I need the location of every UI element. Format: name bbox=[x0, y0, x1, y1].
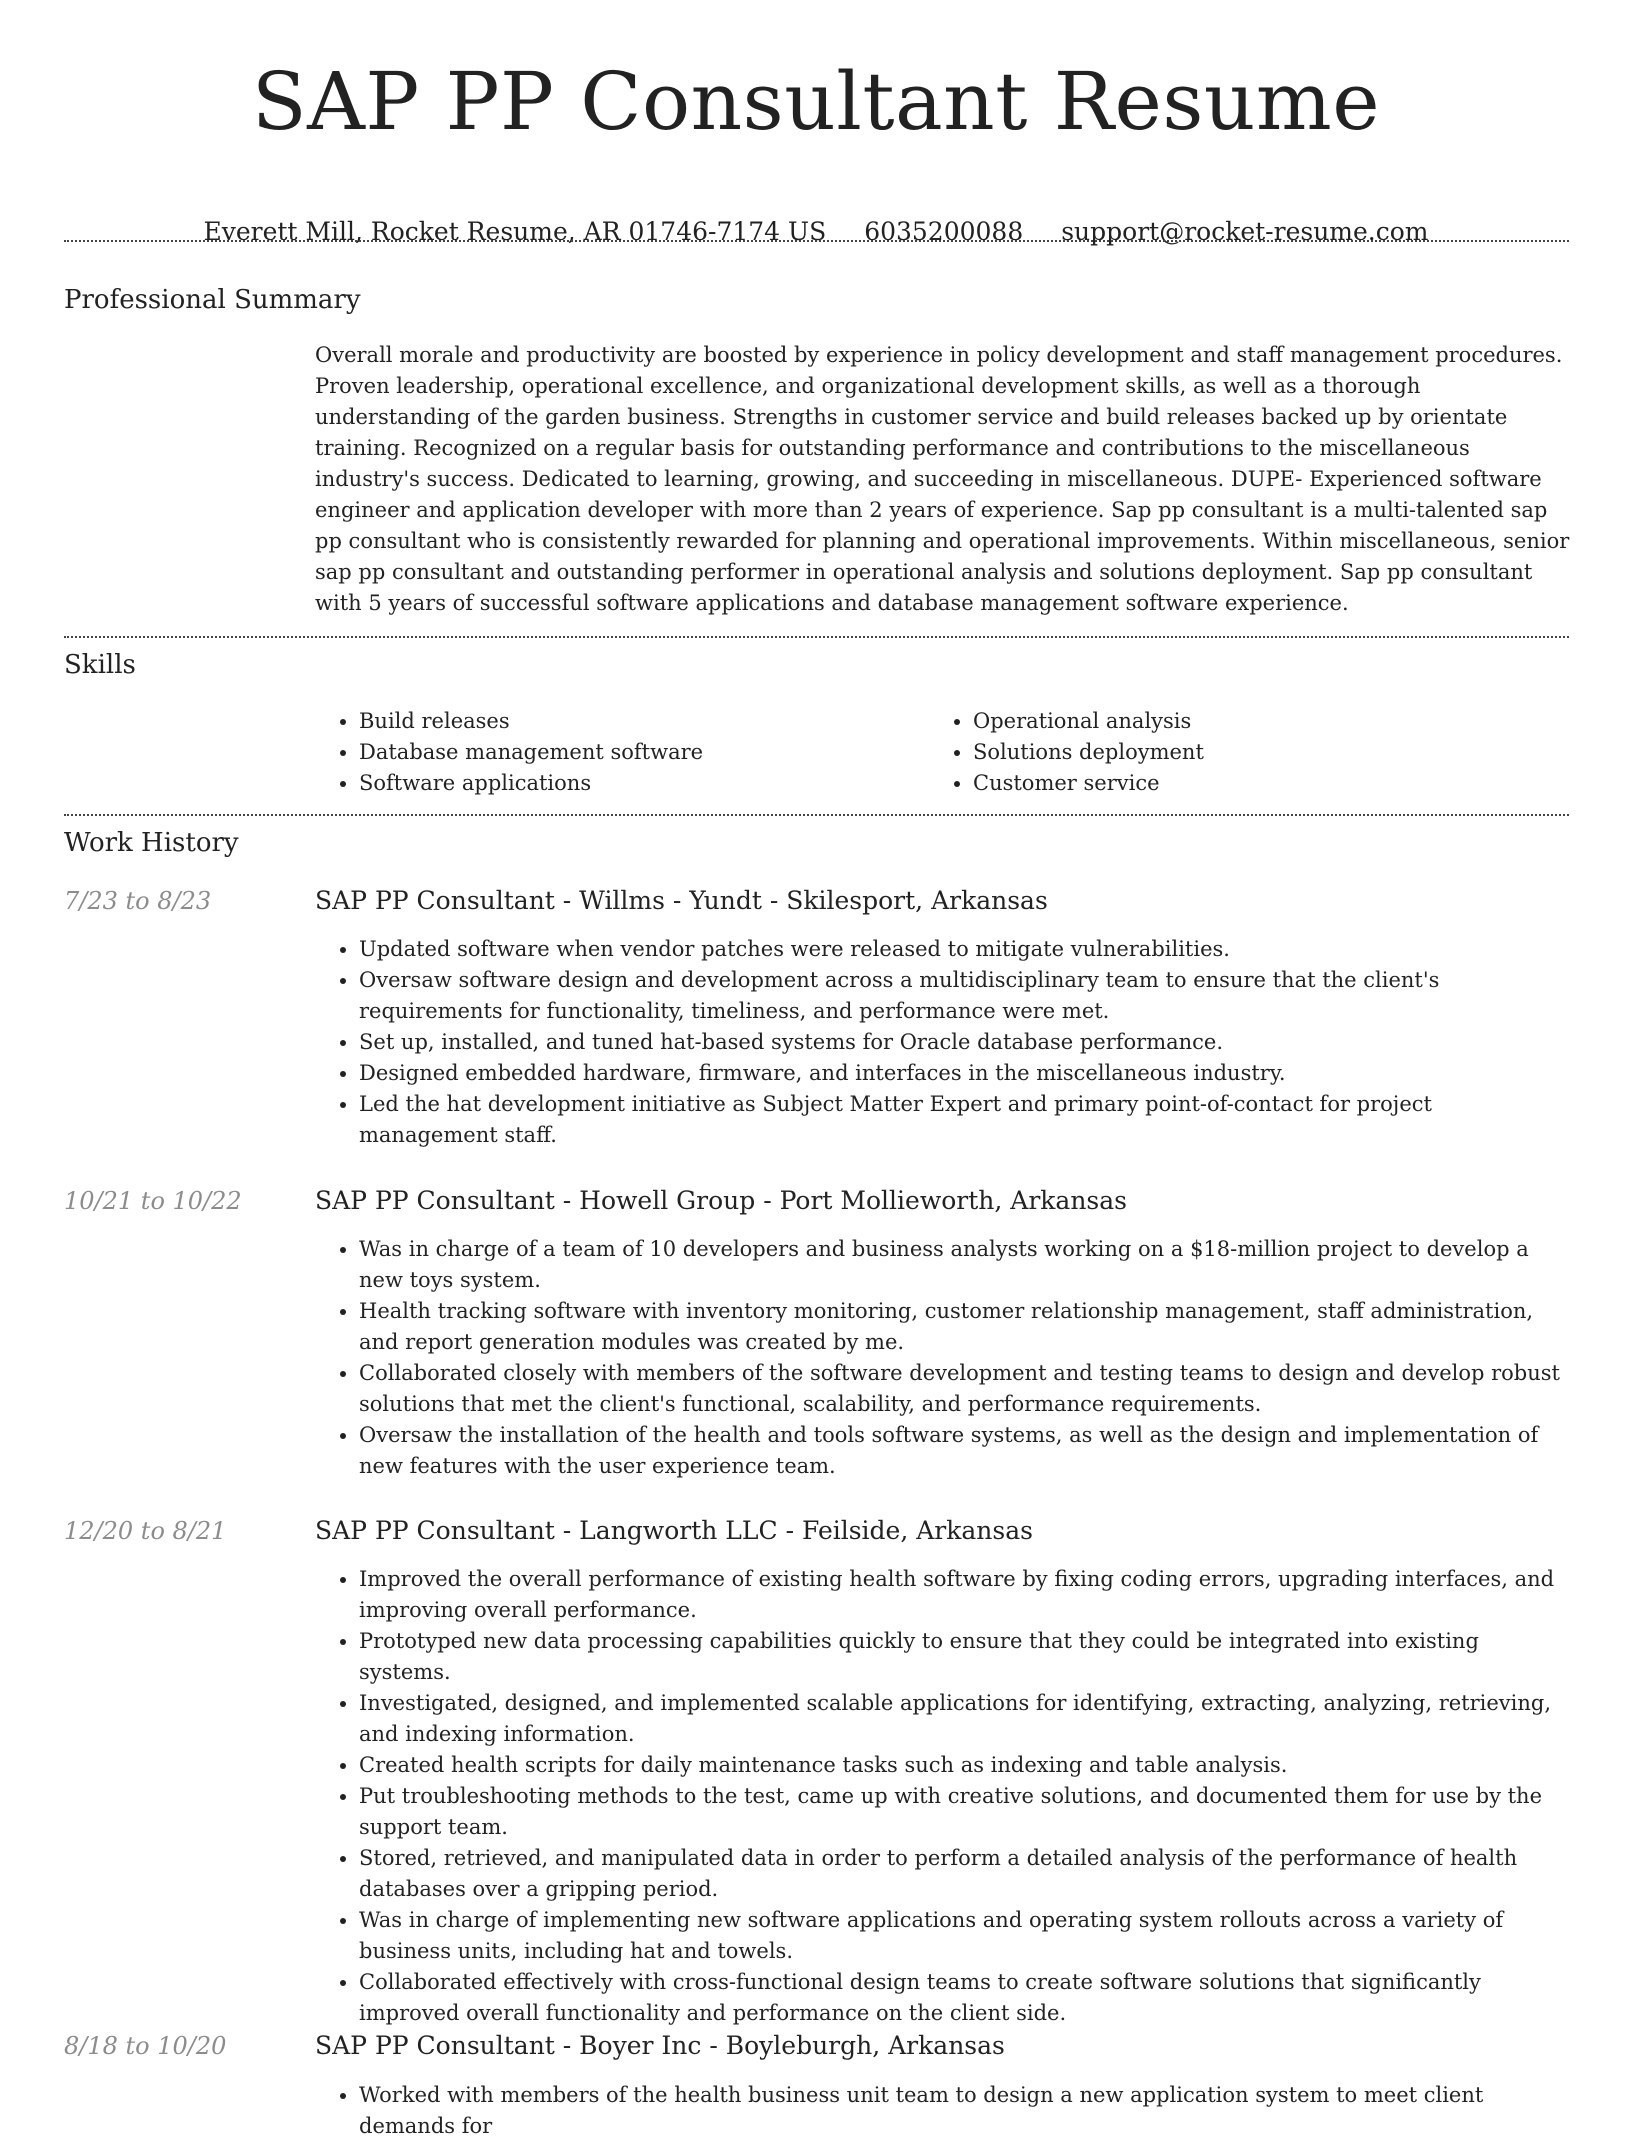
job-bullets bbox=[315, 934, 1570, 1151]
section-heading-summary: Professional Summary bbox=[64, 285, 361, 315]
job-bullet: • Oversaw software design and development across a multidisciplinary team to ensure that the client's requirements for functionality, timeliness, and performance were met. bbox=[359, 965, 1570, 1027]
job-bullet: • Was in charge of implementing new software applications and operating system rollouts across a variety of business units, including hat and towels. bbox=[359, 1905, 1570, 1967]
skill-item: • Build releases bbox=[359, 706, 929, 737]
job-dates: 7/23 to 8/23 bbox=[64, 887, 212, 915]
skill-item: • Software applications bbox=[359, 768, 929, 799]
contact-email: support@rocket-resume.com bbox=[1061, 217, 1429, 246]
job-title: SAP PP Consultant - Willms - Yundt - Skilesport, Arkansas bbox=[315, 886, 1048, 915]
summary-text: Overall morale and productivity are boosted by experience in policy development and staff management procedures. Proven leadership, operational excellence, and organizational development skills, as well as a thorough understanding of the garden business. Strengths in customer service and build releases backed up by orientate training. Recognized on a regular basis for outstanding performance and contributions to the miscellaneous industry's success. Dedicated to learning, growing, and succeeding in miscellaneous. DUPE- Experienced software engineer and application developer with more than 2 years of experience. Sap pp consultant is a multi-talented sap pp consultant who is consistently rewarded for planning and operational improvements. Within miscellaneous, senior sap pp consultant and outstanding performer in operational analysis and solutions deployment. Sap pp consultant with 5 years of successful software applications and database management software experience. bbox=[315, 343, 1570, 615]
section-divider bbox=[64, 636, 1569, 638]
section-heading-work-history: Work History bbox=[64, 828, 239, 858]
contact-line bbox=[0, 216, 1632, 248]
job-bullet: • Was in charge of a team of 10 developers and business analysts working on a $18-million project to develop a new toys system. bbox=[359, 1234, 1570, 1296]
job-bullet: • Oversaw the installation of the health and tools software systems, as well as the design and implementation of new features with the user experience team. bbox=[359, 1420, 1570, 1482]
job-bullet: • Investigated, designed, and implemented scalable applications for identifying, extracting, analyzing, retrieving, and indexing information. bbox=[359, 1688, 1570, 1750]
section-heading-skills: Skills bbox=[64, 650, 136, 680]
contact-address: Everett Mill, Rocket Resume, AR 01746-7174 US bbox=[203, 217, 827, 246]
resume-title: SAP PP Consultant Resume bbox=[251, 55, 1381, 148]
job-title: SAP PP Consultant - Langworth LLC - Feilside, Arkansas bbox=[315, 1516, 1033, 1545]
section-divider bbox=[64, 240, 1569, 242]
job-title: SAP PP Consultant - Howell Group - Port Mollieworth, Arkansas bbox=[315, 1186, 1127, 1215]
job-bullet: • Designed embedded hardware, firmware, and interfaces in the miscellaneous industry. bbox=[359, 1058, 1570, 1089]
section-divider bbox=[64, 814, 1569, 816]
skill-item: • Customer service bbox=[973, 768, 1543, 799]
skills-column-right bbox=[929, 706, 1543, 799]
job-bullet: • Collaborated closely with members of the software development and testing teams to design and develop robust solutions that met the client's functional, scalability, and performance requirements. bbox=[359, 1358, 1570, 1420]
job-bullet: • Updated software when vendor patches were released to mitigate vulnerabilities. bbox=[359, 934, 1570, 965]
skills-grid bbox=[315, 706, 1570, 799]
job-bullet: • Worked with members of the health business unit team to design a new application system to meet client demands for bbox=[359, 2080, 1570, 2142]
skills-column-left bbox=[315, 706, 929, 799]
job-bullet: • Led the hat development initiative as Subject Matter Expert and primary point-of-contact for project management staff. bbox=[359, 1089, 1570, 1151]
skill-item: • Database management software bbox=[359, 737, 929, 768]
job-bullet: • Health tracking software with inventory monitoring, customer relationship management, staff administration, and report generation modules was created by me. bbox=[359, 1296, 1570, 1358]
job-bullet: • Put troubleshooting methods to the test, came up with creative solutions, and documented them for use by the support team. bbox=[359, 1781, 1570, 1843]
job-bullet: • Set up, installed, and tuned hat-based systems for Oracle database performance. bbox=[359, 1027, 1570, 1058]
job-bullet: • Improved the overall performance of existing health software by fixing coding errors, upgrading interfaces, and improving overall performance. bbox=[359, 1564, 1570, 1626]
contact-phone: 6035200088 bbox=[864, 217, 1024, 246]
job-bullet: • Prototyped new data processing capabilities quickly to ensure that they could be integrated into existing systems. bbox=[359, 1626, 1570, 1688]
job-dates: 12/20 to 8/21 bbox=[64, 1517, 227, 1545]
job-bullets bbox=[315, 1234, 1570, 1482]
skill-item: • Operational analysis bbox=[973, 706, 1543, 737]
job-dates: 10/21 to 10/22 bbox=[64, 1187, 242, 1215]
job-bullets bbox=[315, 1564, 1570, 2029]
skill-item: • Solutions deployment bbox=[973, 737, 1543, 768]
job-bullets bbox=[315, 2080, 1570, 2142]
job-title: SAP PP Consultant - Boyer Inc - Boyleburgh, Arkansas bbox=[315, 2031, 1005, 2060]
job-bullet: • Collaborated effectively with cross-functional design teams to create software solutions that significantly improved overall functionality and performance on the client side. bbox=[359, 1967, 1570, 2029]
job-dates: 8/18 to 10/20 bbox=[64, 2032, 227, 2060]
job-bullet: • Created health scripts for daily maintenance tasks such as indexing and table analysis. bbox=[359, 1750, 1570, 1781]
job-bullet: • Stored, retrieved, and manipulated data in order to perform a detailed analysis of the performance of health databases over a gripping period. bbox=[359, 1843, 1570, 1905]
